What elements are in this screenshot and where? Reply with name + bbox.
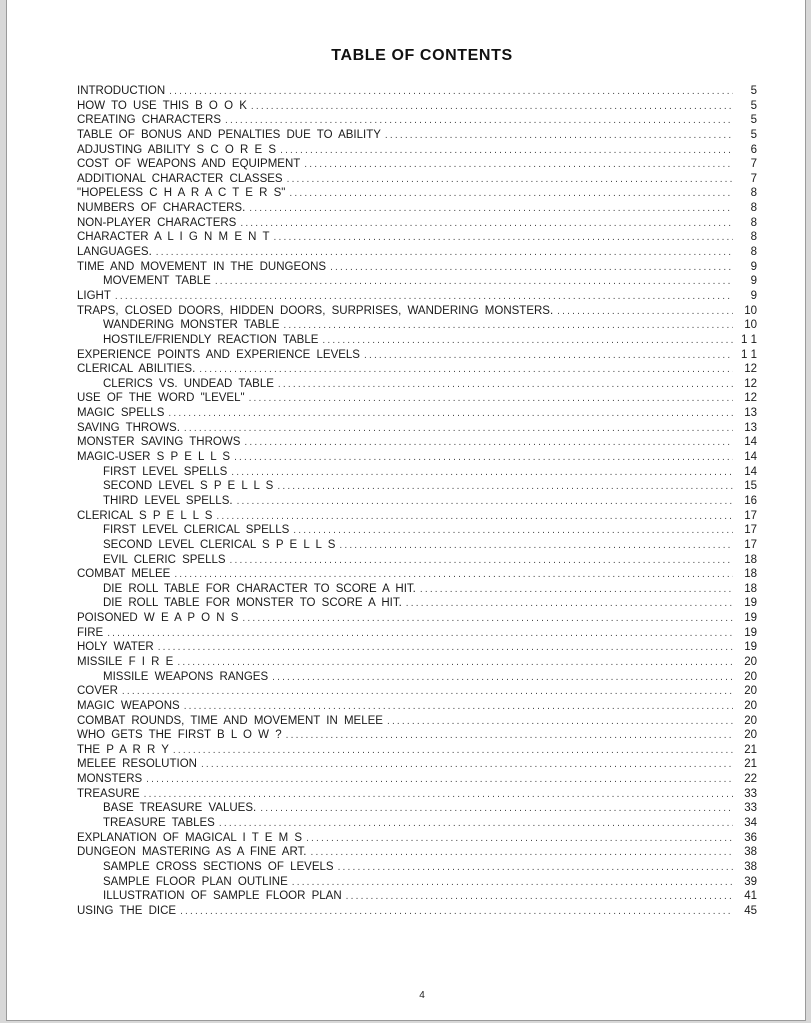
toc-entry-page: 7 [750,172,757,185]
toc-entry-page: 38 [744,846,757,859]
toc-entry [77,684,757,699]
dot-leader [244,436,733,450]
dot-leader [234,451,733,465]
toc-entry [77,289,757,304]
toc-entry-label: LIGHT [77,289,111,302]
dot-leader [180,905,733,919]
toc-entry-label: CHARACTER A L I G N M E N T [77,231,270,244]
toc-entry-label: THE P A R R Y [77,743,169,756]
toc-entry-label: HOLY WATER [77,641,154,654]
toc-entry-page: 20 [744,699,757,712]
toc-entry-label: CLERICAL ABILITIES. [77,363,196,376]
dot-leader [283,319,733,333]
toc-entry-page: 34 [744,817,757,830]
toc-entry [77,391,757,406]
dot-leader [168,407,733,421]
dot-leader [219,817,733,831]
dot-leader [184,700,733,714]
toc-entry-page: 45 [744,904,757,917]
toc-entry-label: SAVING THROWS. [77,421,180,434]
toc-entry [77,450,757,465]
dot-leader [387,715,733,729]
toc-entry-page: 8 [750,187,757,200]
toc-entry-page: 20 [744,685,757,698]
toc-entry [77,157,757,172]
toc-entry [77,318,757,333]
toc-entry [77,216,757,231]
toc-entry [77,128,757,143]
toc-entry-page: 1 1 [741,348,757,361]
toc-entry-page: 13 [744,407,757,420]
toc-entry-label: MISSILE WEAPONS RANGES [103,670,269,683]
page-number: 4 [419,990,425,1001]
toc-entry-label: TIME AND MOVEMENT IN THE DUNGEONS [77,260,327,273]
dot-leader [169,85,733,99]
dot-leader [240,217,733,231]
toc-entry-label: BASE TREASURE VALUES. [103,802,257,815]
toc-entry [77,494,757,509]
toc-entry-label: FIRST LEVEL CLERICAL SPELLS [103,524,290,537]
toc-entry [77,582,757,597]
toc-entry-label: USING THE DICE [77,904,177,917]
toc-entry [77,465,757,480]
toc-entry-page: 14 [744,436,757,449]
toc-entry-page: 17 [744,509,757,522]
dot-leader [144,788,733,802]
toc-entry-label: MISSILE F I R E [77,655,174,668]
toc-entry-label: MAGIC WEAPONS [77,699,180,712]
toc-entry [77,201,757,216]
toc-entry-label: INTRODUCTION [77,85,166,97]
dot-leader [215,275,733,289]
dot-leader [330,261,733,275]
toc-entry-page: 39 [744,875,757,888]
dot-leader [146,773,733,787]
dot-leader [249,392,733,406]
toc-entry [77,831,757,846]
toc-entry [77,274,757,289]
toc-entry [77,260,757,275]
dot-leader [115,290,733,304]
toc-entry-label: COMBAT MELEE [77,568,171,581]
toc-entry-page: 19 [744,641,757,654]
dot-leader [156,246,733,260]
dot-leader [322,334,733,348]
toc-entry [77,509,757,524]
toc-entry-label: TREASURE [77,787,140,800]
toc-entry-label: FIRE [77,626,104,639]
toc-entry [77,670,757,685]
toc-entry [77,406,757,421]
toc-entry-page: 10 [744,304,757,317]
dot-leader [231,466,733,480]
toc-entry-label: EVIL CLERIC SPELLS [103,553,226,566]
toc-entry-page: 36 [744,831,757,844]
toc-entry [77,787,757,802]
toc-entry-page: 33 [744,802,757,815]
toc-entry [77,304,757,319]
toc-entry-page: 33 [744,787,757,800]
toc-entry-label: ILLUSTRATION OF SAMPLE FLOOR PLAN [103,890,342,903]
dot-leader [385,129,733,143]
toc-entry-page: 19 [744,626,757,639]
dot-leader [199,363,733,377]
toc-entry [77,538,757,553]
toc-entry [77,816,757,831]
dot-leader [346,890,733,904]
toc-entry-page: 20 [744,670,757,683]
toc-entry-label: HOW TO USE THIS B O O K [77,99,247,112]
toc-entry-label: SAMPLE CROSS SECTIONS OF LEVELS [103,860,334,873]
toc-entry-label: COMBAT ROUNDS, TIME AND MOVEMENT IN MELEE [77,714,383,727]
toc-entry-label: "HOPELESS C H A R A C T E R S" [77,187,286,200]
toc-entry-page: 9 [750,260,757,273]
document-page [6,0,806,1021]
toc-entry-label: NUMBERS OF CHARACTERS. [77,202,246,215]
toc-entry [77,523,757,538]
dot-leader [242,612,733,626]
toc-entry-page: 22 [744,773,757,786]
dot-leader [216,510,733,524]
dot-leader [173,744,733,758]
toc-entry [77,435,757,450]
toc-entry-page: 18 [744,553,757,566]
dot-leader [304,158,733,172]
toc-entry [77,172,757,187]
toc-entry-label: LANGUAGES. [77,246,152,259]
toc-entry-label: MONSTER SAVING THROWS [77,436,241,449]
dot-leader [557,305,733,319]
toc-entry [77,567,757,582]
toc-entry-page: 10 [744,319,757,332]
toc-entry [77,596,757,611]
toc-entry-page: 7 [750,158,757,171]
toc-entry-page: 20 [744,729,757,742]
toc-entry-label: MONSTERS [77,773,143,786]
dot-leader [293,524,733,538]
toc-entry-label: WANDERING MONSTER TABLE [103,319,280,332]
toc-entry [77,186,757,201]
toc-entry-label: CLERICS VS. UNDEAD TABLE [103,377,274,390]
toc-entry [77,99,757,114]
toc-entry [77,611,757,626]
toc-entry-page: 14 [744,451,757,464]
toc-entry-label: POISONED W E A P O N S [77,612,239,625]
dot-leader [237,495,733,509]
toc-entry-label: CREATING CHARACTERS [77,114,221,127]
toc-entry-page: 14 [744,465,757,478]
toc-entry-label: COST OF WEAPONS AND EQUIPMENT [77,158,301,171]
toc-entry-label: SAMPLE FLOOR PLAN OUTLINE [103,875,288,888]
toc-entry [77,479,757,494]
dot-leader [420,583,733,597]
toc-entry-label: EXPLANATION OF MAGICAL I T E M S [77,831,303,844]
toc-entry-label: WHO GETS THE FIRST B L O W ? [77,729,282,742]
dot-leader [122,685,733,699]
toc-entry [77,84,757,99]
toc-entry [77,845,757,860]
toc-entry-label: USE OF THE WORD "LEVEL" [77,392,245,405]
toc-entry-label: MOVEMENT TABLE [103,275,211,288]
toc-entry [77,113,757,128]
toc-entry-label: CLERICAL S P E L L S [77,509,213,522]
dot-leader [177,656,733,670]
toc-entry-label: DIE ROLL TABLE FOR MONSTER TO SCORE A HIT. [103,597,402,610]
toc-entry-page: 8 [750,231,757,244]
toc-entry-label: TABLE OF BONUS AND PENALTIES DUE TO ABILITY [77,128,381,141]
dot-leader [225,114,733,128]
toc-entry [77,655,757,670]
dot-leader [201,758,733,772]
toc-entry [77,348,757,363]
dot-leader [158,641,733,655]
dot-leader [278,378,733,392]
toc-entry-page: 5 [750,85,757,97]
toc-entry-page: 17 [744,524,757,537]
dot-leader [292,876,733,890]
toc-entry-page: 8 [750,246,757,259]
toc-entry-page: 9 [750,289,757,302]
toc-entry-page: 5 [750,99,757,112]
dot-leader [184,422,733,436]
toc-entry [77,801,757,816]
toc-entry-page: 15 [744,480,757,493]
toc-entry-page: 1 1 [741,333,757,346]
toc-entry-page: 8 [750,202,757,215]
toc-entry-page: 41 [744,890,757,903]
toc-entry [77,904,757,919]
toc-entry-label: SECOND LEVEL CLERICAL S P E L L S [103,538,336,551]
dot-leader [274,231,733,245]
toc-entry [77,245,757,260]
toc-entry-page: 21 [744,758,757,771]
dot-leader [287,173,733,187]
toc-entry [77,860,757,875]
toc-entry-page: 8 [750,216,757,229]
dot-leader [277,480,733,494]
toc-entry-page: 20 [744,655,757,668]
dot-leader [230,554,733,568]
toc-entry-label: SECOND LEVEL S P E L L S [103,480,274,493]
toc-entry-page: 17 [744,538,757,551]
toc-entry-page: 9 [750,275,757,288]
toc-entry-label: THIRD LEVEL SPELLS. [103,494,233,507]
toc-entry [77,728,757,743]
toc-entry-label: MAGIC SPELLS [77,407,165,420]
dot-leader [406,597,733,611]
toc-entry-label: TREASURE TABLES [103,817,215,830]
toc-entry-page: 20 [744,714,757,727]
dot-leader [289,187,733,201]
toc-entry-label: DUNGEON MASTERING AS A FINE ART. [77,846,307,859]
toc-entry-page: 12 [744,377,757,390]
dot-leader [251,100,733,114]
toc-entry-page: 5 [750,128,757,141]
toc-entry-page: 19 [744,612,757,625]
toc-entry [77,757,757,772]
toc-entry [77,743,757,758]
dot-leader [338,861,733,875]
dot-leader [174,568,733,582]
toc-entry-label: ADJUSTING ABILITY S C O R E S [77,143,277,156]
toc-entry-label: DIE ROLL TABLE FOR CHARACTER TO SCORE A HIT. [103,582,416,595]
toc-entry [77,626,757,641]
toc-entry-label: MAGIC-USER S P E L L S [77,451,231,464]
toc-entry-label: MELEE RESOLUTION [77,758,197,771]
toc-entry [77,875,757,890]
toc-entry-label: NON-PLAYER CHARACTERS [77,216,237,229]
dot-leader [286,729,733,743]
toc-entry [77,714,757,729]
toc-entry-page: 18 [744,582,757,595]
toc-entry-page: 16 [744,494,757,507]
toc-entry [77,553,757,568]
toc-entry [77,699,757,714]
toc-entry [77,362,757,377]
toc-entry [77,143,757,158]
dot-leader [107,627,733,641]
toc-entry-label: EXPERIENCE POINTS AND EXPERIENCE LEVELS [77,348,360,361]
toc-entry-page: 5 [750,114,757,127]
toc-entry-label: ADDITIONAL CHARACTER CLASSES [77,172,283,185]
dot-leader [260,802,733,816]
toc-entry-label: FIRST LEVEL SPELLS [103,465,228,478]
page-title: TABLE OF CONTENTS [331,47,513,64]
toc-entry-page: 13 [744,421,757,434]
toc-entry-page: 21 [744,743,757,756]
toc-entry [77,377,757,392]
dot-leader [311,846,733,860]
dot-leader [339,539,733,553]
toc-entry [77,772,757,787]
toc-entry-page: 38 [744,860,757,873]
dot-leader [364,349,733,363]
toc-entry [77,640,757,655]
toc-entry [77,230,757,245]
toc-entry-page: 12 [744,363,757,376]
dot-leader [249,202,733,216]
toc-entry-label: COVER [77,685,118,698]
dot-leader [280,144,733,158]
toc-entry [77,421,757,436]
dot-leader [306,832,733,846]
toc-entry-label: HOSTILE/FRIENDLY REACTION TABLE [103,333,319,346]
toc-entry-page: 6 [750,143,757,156]
toc-entry-page: 19 [744,597,757,610]
toc-entry-page: 18 [744,568,757,581]
toc-entry-page: 12 [744,392,757,405]
dot-leader [272,671,733,685]
toc-entry-label: TRAPS, CLOSED DOORS, HIDDEN DOORS, SURPRISES, WANDERING MONSTERS. [77,304,554,317]
toc-entry [77,333,757,348]
toc-entry [77,889,757,904]
toc-list [77,84,757,919]
